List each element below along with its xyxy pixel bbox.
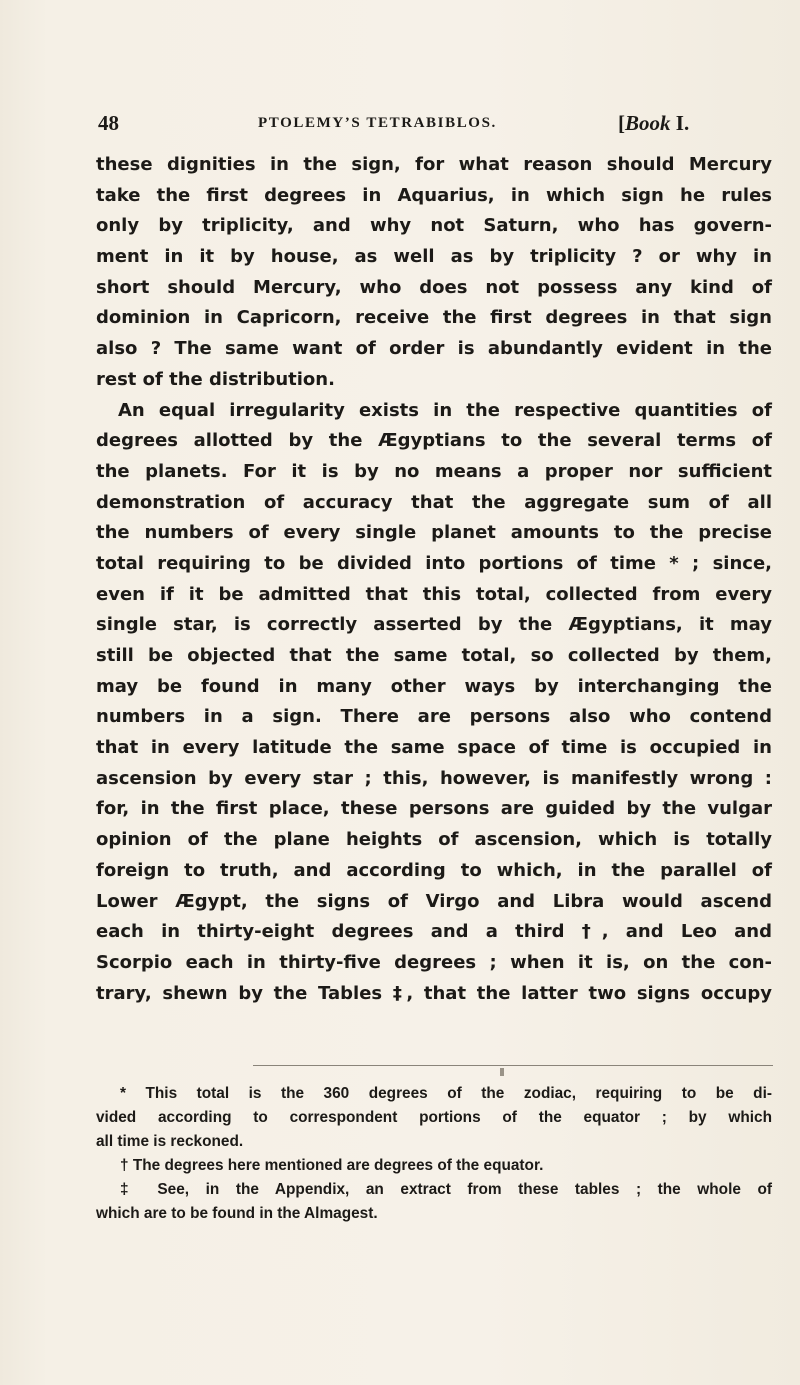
- running-title: PTOLEMY’S TETRABIBLOS.: [258, 115, 497, 131]
- footnote-line: ‡ See, in the Appendix, an extract from these tables ; the whole of: [120, 1181, 772, 1198]
- text-line: also ? The same want of order is abundantly evident in the: [96, 338, 772, 360]
- main-text: [96, 150, 772, 1009]
- text-line: even if it be admitted that this total, collected from every: [96, 583, 772, 605]
- page-header: [98, 111, 770, 141]
- text-line: ascension by every star ; this, however, is manifestly wrong :: [96, 767, 772, 789]
- text-line: An equal irregularity exists in the respective quantities of: [118, 399, 772, 421]
- footnote-line: all time is reckoned.: [96, 1133, 244, 1150]
- book-label: [618, 111, 689, 136]
- text-line: short should Mercury, who does not possess any kind of: [96, 276, 772, 298]
- book-word: Book: [625, 111, 671, 135]
- footnote-line: which are to be found in the Almagest.: [96, 1205, 378, 1222]
- text-line: degrees allotted by the Ægyptians to the several terms of: [96, 430, 772, 452]
- text-line: numbers in a sign. There are persons also who contend: [96, 706, 772, 728]
- text-line: foreign to truth, and according to which, in the parallel of: [96, 859, 772, 881]
- text-line: take the first degrees in Aquarius, in which sign he rules: [96, 184, 772, 206]
- text-line: that in every latitude the same space of time is occupied in: [96, 737, 772, 759]
- text-line: single star, is correctly asserted by the Ægyptians, it may: [96, 614, 772, 636]
- footnote-line: † The degrees here mentioned are degrees of the equator.: [120, 1157, 544, 1174]
- footnote-divider: [253, 1065, 773, 1066]
- text-line: may be found in many other ways by interchanging the: [96, 675, 772, 697]
- text-line: dominion in Capricorn, receive the first degrees in that sign: [96, 307, 772, 329]
- text-line: rest of the distribution.: [96, 368, 335, 390]
- text-line: Lower Ægypt, the signs of Virgo and Libra would ascend: [96, 890, 772, 912]
- text-line: total requiring to be divided into portions of time * ; since,: [96, 552, 772, 574]
- text-line: opinion of the plane heights of ascension, which is totally: [96, 829, 772, 851]
- text-line: each in thirty-eight degrees and a third †, and Leo and: [96, 921, 772, 943]
- text-line: demonstration of accuracy that the aggregate sum of all: [96, 491, 772, 513]
- text-line: for, in the first place, these persons are guided by the vulgar: [96, 798, 772, 820]
- footnote-line: * This total is the 360 degrees of the zodiac, requiring to be di-: [120, 1085, 772, 1102]
- text-line: the numbers of every single planet amounts to the precise: [96, 522, 772, 544]
- text-line: trary, shewn by the Tables ‡, that the latter two signs occupy: [96, 982, 772, 1004]
- book-open-bracket: [: [618, 111, 625, 135]
- book-number: I.: [670, 111, 690, 135]
- page-number: 48: [98, 111, 119, 135]
- footnotes: [96, 1082, 772, 1226]
- text-line: Scorpio each in thirty-five degrees ; when it is, on the con-: [96, 951, 772, 973]
- text-line: the planets. For it is by no means a proper nor sufficient: [96, 460, 772, 482]
- text-line: these dignities in the sign, for what reason should Mercury: [96, 154, 772, 175]
- text-line: only by triplicity, and why not Saturn, who has govern-: [96, 215, 772, 237]
- footnote-line: vided according to correspondent portions of the equator ; by which: [96, 1109, 772, 1126]
- divider-mark: [500, 1068, 504, 1076]
- text-line: ment in it by house, as well as by triplicity ? or why in: [96, 246, 772, 268]
- text-line: still be objected that the same total, so collected by them,: [96, 645, 772, 666]
